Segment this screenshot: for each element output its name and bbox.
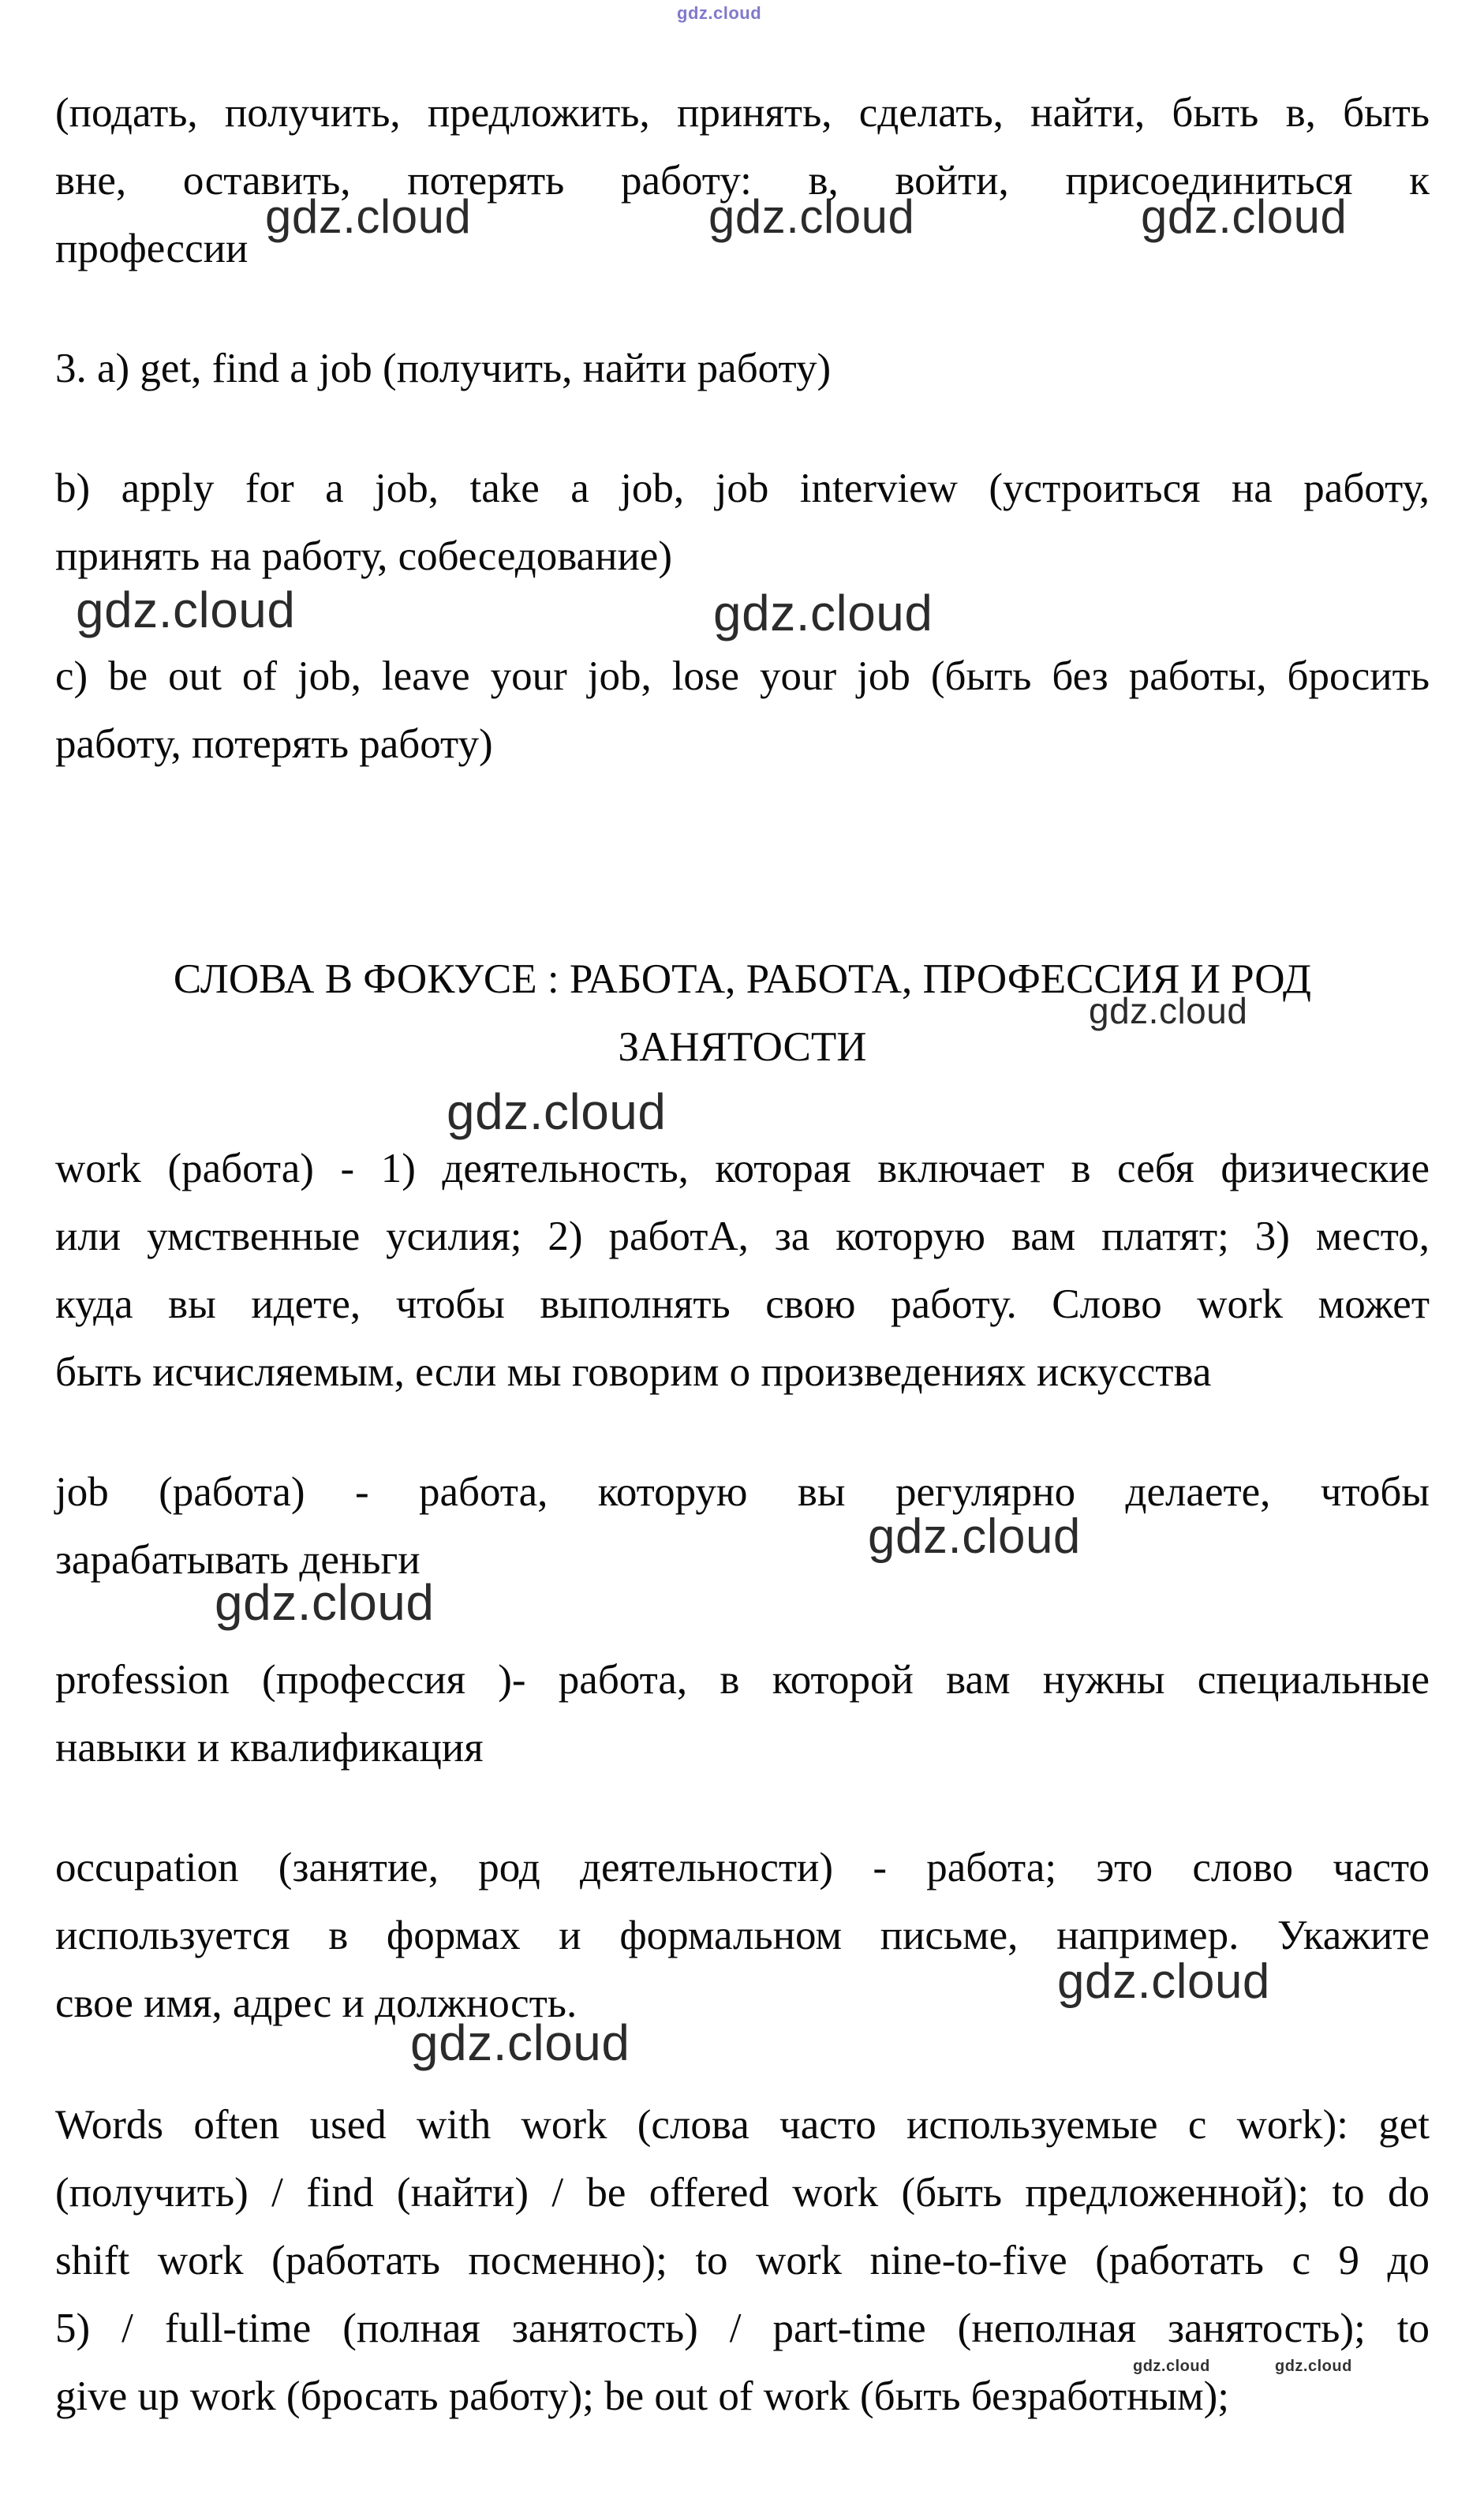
heading-line: СЛОВА В ФОКУСЕ : РАБОТА, РАБОТА, ПРОФЕССИЯ И РОД [173,956,1312,1002]
text-line: или умственные усилия; 2) работА, за которую вам платят; 3) место, [55,1214,1430,1259]
heading-line: ЗАНЯТОСТИ [618,1024,867,1070]
text-line: зарабатывать деньги [55,1537,421,1583]
watermark: gdz.cloud [1275,2358,1352,2375]
paragraph [55,1834,1430,2037]
section-heading [55,945,1430,1081]
paragraph [55,1458,1430,1594]
watermark: gdz.cloud [677,3,762,23]
text-line: куда вы идете, чтобы выполнять свою работу. Слово work может [55,1281,1430,1327]
text-line: shift work (работать посменно); to work nine-to-five (работать с 9 до [55,2238,1430,2283]
text-line: Words often used with work (слова часто используемые с work): get [55,2102,1430,2148]
text-line: принять на работу, собеседование) [55,533,672,579]
watermark: gdz.cloud [410,2014,630,2071]
watermark: gdz.cloud [708,190,915,243]
text-line: b) apply for a job, take a job, job interview (устроиться на работу, [55,466,1430,511]
text-line: (получить) / find (найти) / be offered work (быть предложенной); to do [55,2170,1430,2216]
paragraph [55,642,1430,778]
text-line: profession (профессия )- работа, в которой вам нужны специальные [55,1657,1430,1703]
text-line: occupation (занятие, род деятельности) - работа; это слово часто [55,1845,1430,1891]
paragraph [55,79,1430,282]
paragraph [55,2091,1430,2430]
text-line: вне, оставить, потерять работу: в, войти, присоединиться к [55,158,1430,204]
watermark: gdz.cloud [1089,990,1248,1031]
paragraph [55,335,1430,402]
text-line: job (работа) - работа, которую вы регулярно делаете, чтобы [55,1469,1430,1515]
paragraph [55,1646,1430,1782]
watermark: gdz.cloud [1141,190,1348,243]
watermark: gdz.cloud [1057,1954,1270,2009]
text-line: work (работа) - 1) деятельность, которая включает в себя физические [55,1146,1430,1191]
watermark: gdz.cloud [215,1574,435,1631]
watermark: gdz.cloud [868,1509,1081,1564]
watermark: gdz.cloud [713,585,933,641]
text-line: (подать, получить, предложить, принять, сделать, найти, быть в, быть [55,90,1430,136]
paragraph [55,454,1430,590]
text-line: навыки и квалификация [55,1725,484,1771]
text-line: работу, потерять работу) [55,721,493,767]
text-line: 3. a) get, find a job (получить, найти работу) [55,346,832,391]
watermark: gdz.cloud [1133,2358,1210,2375]
text-line: профессии [55,226,249,271]
watermark: gdz.cloud [265,190,472,243]
watermark: gdz.cloud [447,1083,667,1140]
text-line: give up work (бросать работу); be out of work (быть безработным); [55,2373,1229,2419]
text-line: свое имя, адрес и должность. [55,1980,578,2026]
watermark: gdz.cloud [76,582,296,638]
text-line: используется в формах и формальном письме, например. Укажите [55,1913,1430,1958]
text-line: c) be out of job, leave your job, lose your job (быть без работы, бросить [55,653,1430,699]
paragraph [55,1135,1430,1406]
text-line: быть исчисляемым, если мы говорим о произведениях искусства [55,1349,1212,1395]
text-line: 5) / full-time (полная занятость) / part-time (неполная занятость); to [55,2306,1430,2351]
